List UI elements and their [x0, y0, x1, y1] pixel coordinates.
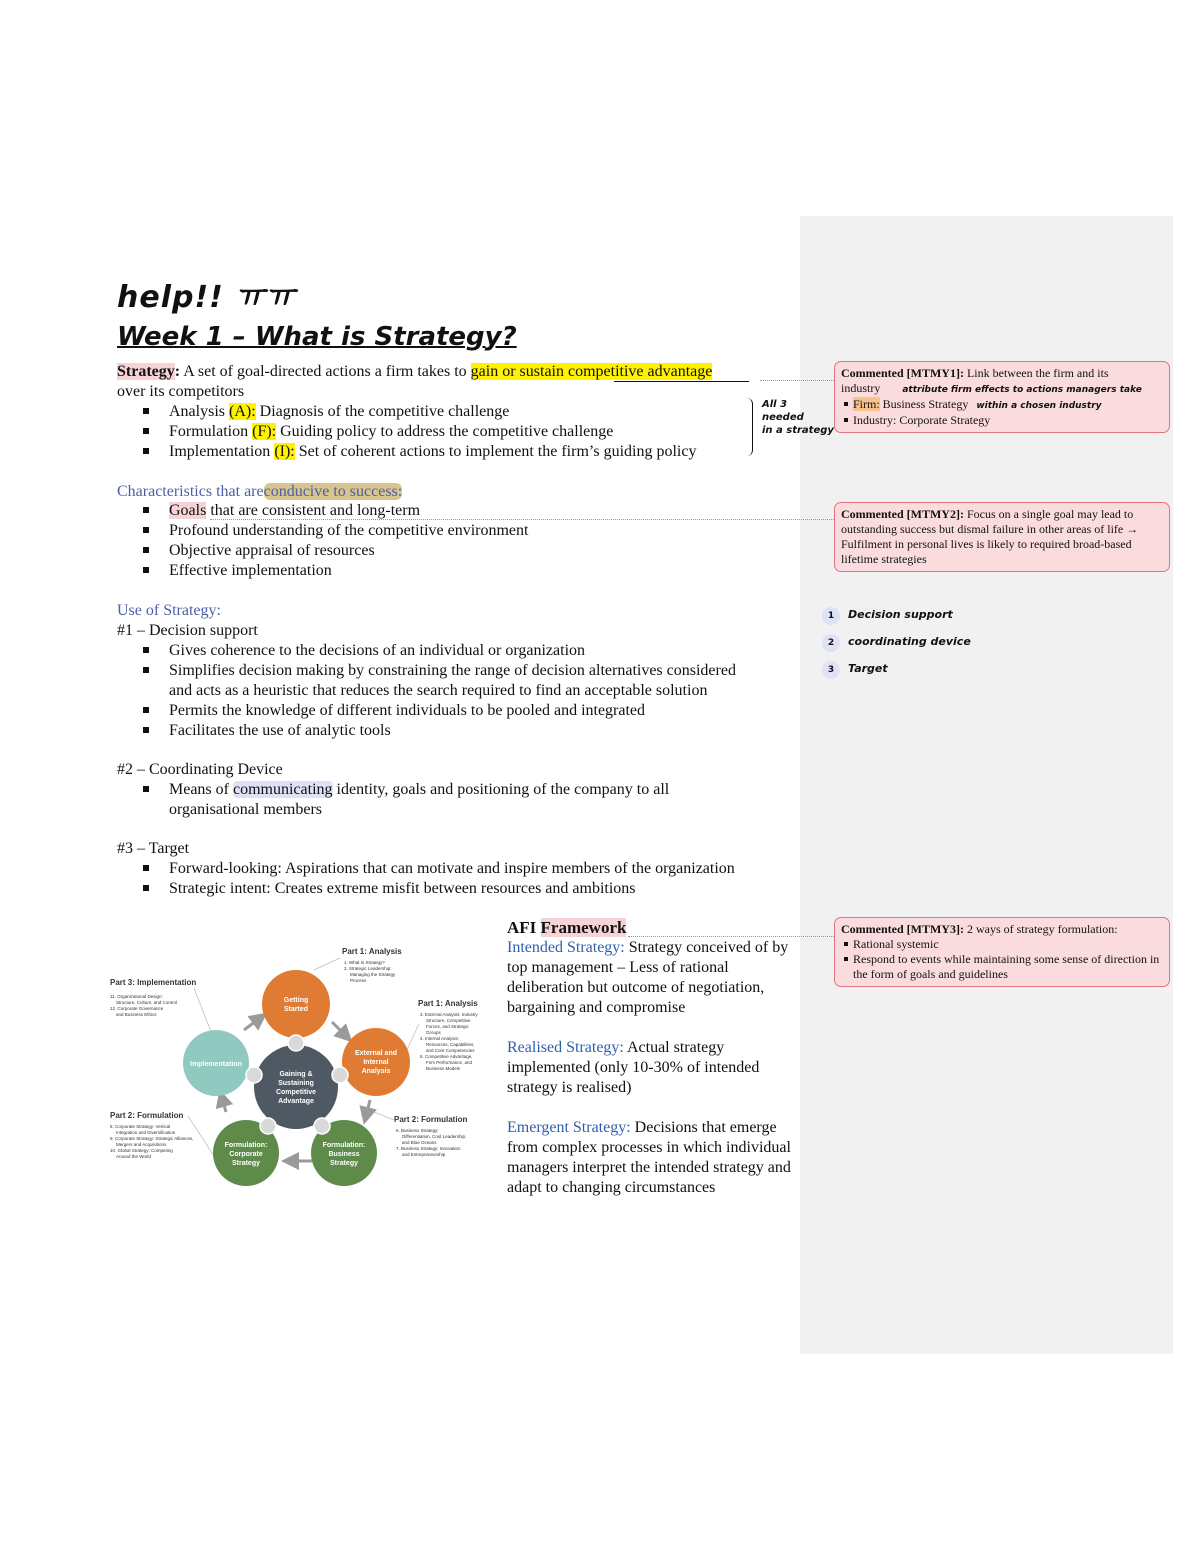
part-label: Part 1: Analysis	[418, 999, 478, 1008]
handwritten-note-attribute: attribute firm effects to actions managers take	[902, 385, 1142, 395]
list-item: Strategic intent: Creates extreme misfit between resources and ambitions	[143, 879, 636, 899]
afi-bullet: Analysis (A): Diagnosis of the competitive challenge	[143, 402, 509, 422]
node-getting-started	[262, 970, 330, 1038]
node-center	[254, 1045, 338, 1129]
highlight-competitive-advantage: gain or sustain competitive advantage	[470, 363, 713, 380]
part-label: Part 2: Formulation	[394, 1115, 468, 1124]
svg-text:Structure, Culture, and Contro: Structure, Culture, and Control	[116, 1000, 178, 1005]
list-item: Objective appraisal of resources	[143, 541, 375, 561]
comment-connector	[760, 380, 834, 381]
node-label: Advantage	[278, 1098, 314, 1105]
part-items	[110, 994, 177, 1017]
handwritten-use-note: 2 coordinating device	[822, 634, 971, 652]
node-label: Implementation	[190, 1061, 242, 1068]
comment-connector	[210, 519, 834, 520]
list-item: Effective implementation	[143, 561, 332, 581]
part-items	[396, 1128, 466, 1157]
comment-mtmy3[interactable]: Commented [MTMY3]: 2 ways of strategy formulation: Rational systemic Respond to events while maintaining some sense of direction in the form of goals and guidelines	[834, 917, 1170, 987]
handwritten-use-note: 1 Decision support	[822, 607, 953, 625]
node-label: Internal	[363, 1059, 389, 1066]
node-label: Competitive	[275, 1089, 317, 1096]
number-badge: 1	[822, 607, 840, 625]
svg-text:Forces, and Strategic: Forces, and Strategic	[426, 1024, 469, 1029]
svg-text:Business Models: Business Models	[426, 1066, 461, 1071]
page-title: Week 1 – What is Strategy?	[117, 322, 517, 352]
svg-text:11. Organizational Design:: 11. Organizational Design:	[110, 994, 163, 999]
afi-bullet: Formulation (F): Guiding policy to address the competitive challenge	[143, 422, 613, 442]
afi-column	[507, 918, 797, 1198]
list-item: Simplifies decision making by constraining the range of decision alternatives considered	[143, 661, 736, 681]
svg-text:and Business Ethics: and Business Ethics	[116, 1012, 157, 1017]
strategy-definition-cont: over its competitors	[117, 383, 245, 400]
strategy-term: Strategy	[117, 363, 175, 380]
node-label: Sustaining	[278, 1080, 314, 1087]
node-label: Getting	[283, 997, 309, 1004]
svg-text:6. Business Strategy:: 6. Business Strategy:	[396, 1128, 439, 1133]
strategy-definition: Strategy: A set of goal-directed actions a firm takes to gain or sustain competitive advantage	[117, 363, 713, 380]
svg-text:Structure, Competitive: Structure, Competitive	[426, 1018, 471, 1023]
use-section-3-title: #3 – Target	[117, 840, 190, 857]
svg-text:Differentiation, Cost Leadersh: Differentiation, Cost Leadership,	[402, 1134, 467, 1139]
comment-mtmy2[interactable]: Commented [MTMY2]: Focus on a single goal may lead to outstanding success but dismal failure in other areas of life → Fulfilment in personal lives is likely to required broad-based lifetime strategies	[834, 502, 1170, 572]
comment-connector	[628, 936, 834, 937]
part-label: Part 2: Formulation	[110, 1111, 184, 1120]
realised-strategy: Realised Strategy: Actual strategy implemented (only 10-30% of intended strategy is realised)	[507, 1039, 760, 1096]
part-label: Part 3: Implementation	[110, 978, 197, 987]
list-item: Gives coherence to the decisions of an individual or organization	[143, 641, 585, 661]
list-item: Profound understanding of the competitive environment	[143, 521, 528, 541]
emergent-strategy: Emergent Strategy: Decisions that emerge from complex processes in which individual managers interpret the intended strategy and adapt to changing circumstances	[507, 1119, 791, 1196]
use-section-1-title: #1 – Decision support	[117, 622, 258, 639]
afi-bullet: Implementation (I): Set of coherent actions to implement the firm’s guiding policy	[143, 442, 696, 462]
node-label: Gaining &	[279, 1071, 313, 1078]
handwritten-note-help: help!! ㅠㅠ	[117, 280, 296, 315]
list-item-cont: organisational members	[169, 801, 322, 818]
part-label: Part 1: Analysis	[342, 947, 402, 956]
highlight-conducive: conducive to success:	[263, 483, 403, 500]
svg-text:Groups: Groups	[426, 1030, 441, 1035]
handwritten-note-all3: All 3 needed in a strategy	[762, 399, 834, 436]
svg-text:8. Corporate Strategy: Vertica: 8. Corporate Strategy: Vertical	[110, 1124, 171, 1129]
svg-text:Around the World: Around the World	[116, 1154, 151, 1159]
node-label: Started	[283, 1006, 309, 1013]
node-label: Corporate	[229, 1151, 263, 1158]
svg-text:and Entrepreneurship: and Entrepreneurship	[402, 1152, 446, 1157]
list-item: Goals that are consistent and long-term	[143, 501, 420, 521]
svg-text:5. Competitive Advantage,: 5. Competitive Advantage,	[420, 1054, 473, 1059]
node-label: Strategy	[231, 1160, 261, 1167]
list-item: Forward-looking: Aspirations that can motivate and inspire members of the organization	[143, 859, 735, 879]
part-items	[110, 1124, 194, 1159]
use-section-2-title: #2 – Coordinating Device	[117, 761, 283, 778]
afi-title: AFI Framework	[507, 918, 627, 937]
list-item: Facilitates the use of analytic tools	[143, 721, 391, 741]
highlight-communicating: communicating	[232, 781, 333, 798]
use-heading: Use of Strategy:	[117, 602, 221, 619]
characteristics-heading: Characteristics that areconducive to success:	[117, 483, 403, 500]
list-item-cont: and acts as a heuristic that reduces the search required to find an acceptable solution	[169, 682, 708, 699]
pen-underline	[614, 381, 749, 382]
svg-text:1. What Is Strategy?: 1. What Is Strategy?	[344, 960, 385, 965]
svg-text:4. Internal Analysis:: 4. Internal Analysis:	[420, 1036, 460, 1041]
svg-text:Firm Performance, and: Firm Performance, and	[426, 1060, 473, 1065]
list-item: Permits the knowledge of different individuals to be pooled and integrated	[143, 701, 645, 721]
comment-mtmy1[interactable]: Commented [MTMY1]: Link between the firm and its industry attribute firm effects to actions managers take Firm: Business Strategy within a chosen industry Industry: Corporate Strategy	[834, 361, 1170, 433]
svg-text:and Core Competencies: and Core Competencies	[426, 1048, 475, 1053]
svg-text:Managing the Strategy: Managing the Strategy	[350, 972, 396, 977]
svg-text:7. Business Strategy: Innovati: 7. Business Strategy: Innovation	[396, 1146, 461, 1151]
svg-text:3. External Analysis: Industry: 3. External Analysis: Industry	[420, 1012, 478, 1017]
handwritten-note-within: within a chosen industry	[976, 401, 1102, 411]
pen-bracket	[746, 398, 753, 456]
intended-strategy: Intended Strategy: Strategy conceived of by top management – Less of rational deliberation but outcome of negotiation, bargaining and compromise	[507, 939, 789, 1016]
node-label: Formulation:	[224, 1142, 268, 1149]
node-label: External and	[354, 1050, 398, 1057]
number-badge: 2	[822, 634, 840, 652]
node-label: Strategy	[329, 1160, 359, 1167]
svg-text:Mergers and Acquisitions: Mergers and Acquisitions	[116, 1142, 167, 1147]
part-items	[420, 1012, 479, 1071]
svg-text:12. Corporate Governance: 12. Corporate Governance	[110, 1006, 164, 1011]
svg-text:and Blue Oceans: and Blue Oceans	[402, 1140, 437, 1145]
part-items	[344, 960, 396, 983]
node-label: Analysis	[361, 1068, 391, 1075]
handwritten-use-note: 3 Target	[822, 661, 888, 679]
svg-text:9. Corporate Strategy: Strateg: 9. Corporate Strategy: Strategic Alliances,	[110, 1136, 194, 1141]
highlight-goals: Goals	[169, 502, 207, 519]
afi-framework-diagram	[104, 940, 490, 1200]
svg-text:Resources, Capabilities,: Resources, Capabilities,	[426, 1042, 475, 1047]
svg-text:10. Global Strategy: Competing: 10. Global Strategy: Competing	[110, 1148, 173, 1153]
svg-text:2. Strategic Leadership:: 2. Strategic Leadership:	[344, 966, 392, 971]
svg-text:Process: Process	[350, 978, 367, 983]
node-label: Business	[328, 1151, 360, 1158]
node-label: Formulation:	[322, 1142, 366, 1149]
list-item: Means of communicating identity, goals and positioning of the company to all	[143, 780, 669, 800]
number-badge: 3	[822, 661, 840, 679]
svg-text:Integration and Diversificatio: Integration and Diversification	[116, 1130, 176, 1135]
